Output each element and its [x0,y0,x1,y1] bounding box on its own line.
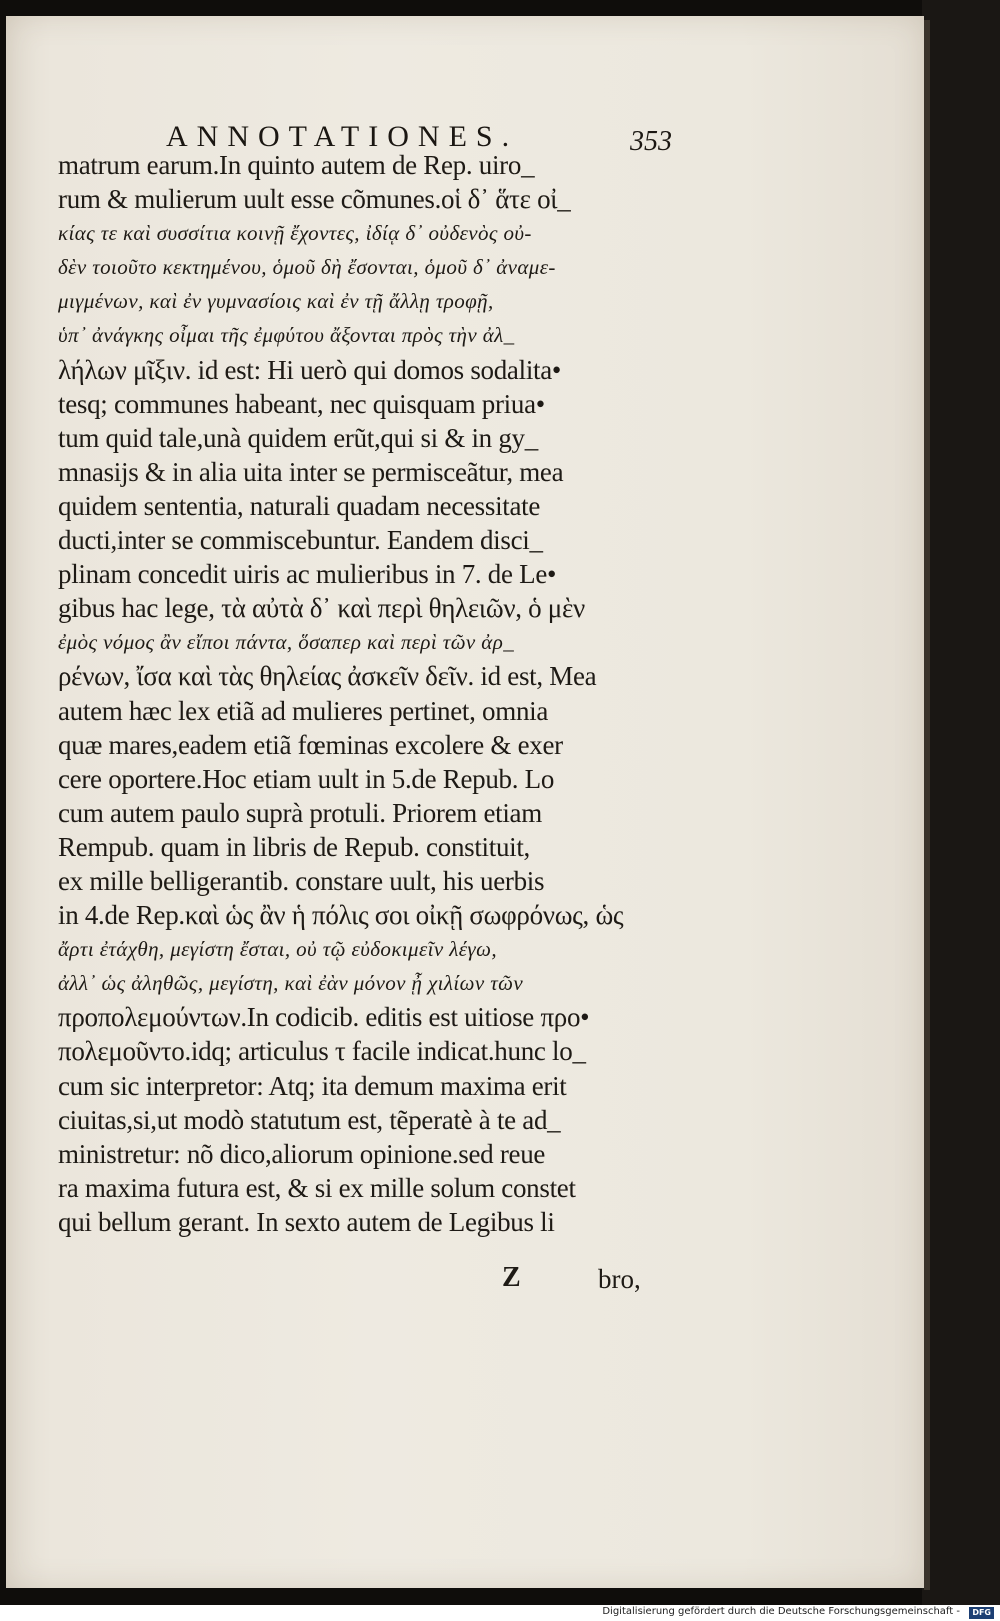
book-edge [924,20,930,1590]
text-line: cum autem paulo suprà protuli. Priorem etiam [58,797,542,828]
text-line: δὲν τοιοῦτο κεκτημένου, ὁμοῦ δὴ ἔσονται, ὁμοῦ δ᾽ ἀναμε- [58,255,556,280]
dfg-logo-icon: DFG [969,1607,994,1619]
text-line: λήλων μῖξιν. id est: Hi uerò qui domos sodalita• [58,354,562,385]
text-line: ἐμὸς νόμος ἂν εἴποι πάντα, ὅσαπερ καὶ περὶ τῶν ἀρ_ [58,630,515,655]
text-line: ex mille belligerantib. constare uult, his uerbis [58,865,545,896]
funding-bar [0,1605,1000,1621]
text-line: ἀλλ᾽ ὡς ἀληθῶς, μεγίστη, καὶ ἐὰν μόνον ᾖ χιλίων τῶν [58,971,524,996]
text-line: mnasijs & in alia uita inter se permisceãtur, mea [58,456,564,487]
text-line: in 4.de Rep.καὶ ὡς ἂν ἡ πόλις σοι οἰκῇ σωφρόνως, ὡς [58,900,624,931]
text-line: ρένων, ἴσα καὶ τὰς θηλείας ἀσκεῖν δεῖν. id est, Mea [58,661,597,692]
funding-notice: Digitalisierung gefördert durch die Deutsche Forschungsgemeinschaft - [602,1606,960,1617]
text-line: ministretur: nõ dico,aliorum opinione.sed reue [58,1138,546,1169]
text-line: cum sic interpretor: Atq; ita demum maxima erit [58,1070,567,1101]
catchword: bro, [598,1264,641,1294]
text-line: ducti,inter se commiscebuntur. Eandem disci_ [58,525,543,556]
text-line: μιγμένων, καὶ ἐν γυμνασίοις καὶ ἐν τῇ ἄλλῃ τροφῇ, [58,289,494,314]
text-line: tesq; communes habeant, nec quisquam priua• [58,388,545,419]
book-page [6,16,924,1588]
text-line: cere oportere.Hoc etiam uult in 5.de Repub. Lo [58,763,555,794]
text-line: matrum earum.In quinto autem de Rep. uiro_ [58,150,535,180]
page-footer [58,1262,668,1302]
text-line: plinam concedit uiris ac mulieribus in 7. de Le• [58,559,557,590]
text-line: κίας τε καὶ συσσίτια κοινῇ ἔχοντες, ἰδίᾳ δ᾽ οὐδενὸς οὐ- [58,221,532,246]
text-line: ἄρτι ἐτάχθη, μεγίστη ἔσται, οὐ τῷ εὐδοκιμεῖν λέγω, [58,937,497,962]
text-line: ciuitas,si,ut modò statutum est, tẽperatè à te ad_ [58,1104,561,1135]
text-line: qui bellum gerant. In sexto autem de Legibus li [58,1206,555,1237]
text-line: ra maxima futura est, & si ex mille solum constet [58,1172,576,1203]
text-line: tum quid tale,unà quidem erũt,qui si & in gy_ [58,422,538,453]
text-line: rum & mulierum uult esse cõmunes.οἱ δ᾽ ἅτε οἰ_ [58,184,571,215]
text-line: πολεμοῦντο.idq; articulus τ facile indicat.hunc lo_ [58,1036,586,1067]
page-number: 353 [630,126,672,157]
text-line: gibus hac lege, τὰ αὐτὰ δ᾽ καὶ περὶ θηλειῶν, ὁ μὲν [58,593,585,624]
text-line: ὑπ᾽ ἀνάγκης οἶμαι τῆς ἐμφύτου ἄξονται πρὸς τὴν ἀλ_ [58,323,515,348]
signature-mark: Z [502,1262,521,1293]
text-line: Rempub. quam in libris de Repub. constituit, [58,831,531,862]
running-head: ANNOTATIONES. [166,120,519,153]
body-text [58,148,668,1239]
text-line: autem hæc lex etiã ad mulieres pertinet, omnia [58,695,549,726]
text-line: προπολεμούντων.In codicib. editis est uitiose προ• [58,1002,590,1033]
text-line: quæ mares,eadem etiã fœminas excolere & exer [58,729,563,760]
text-line: quidem sententia, naturali quadam necessitate [58,490,541,521]
